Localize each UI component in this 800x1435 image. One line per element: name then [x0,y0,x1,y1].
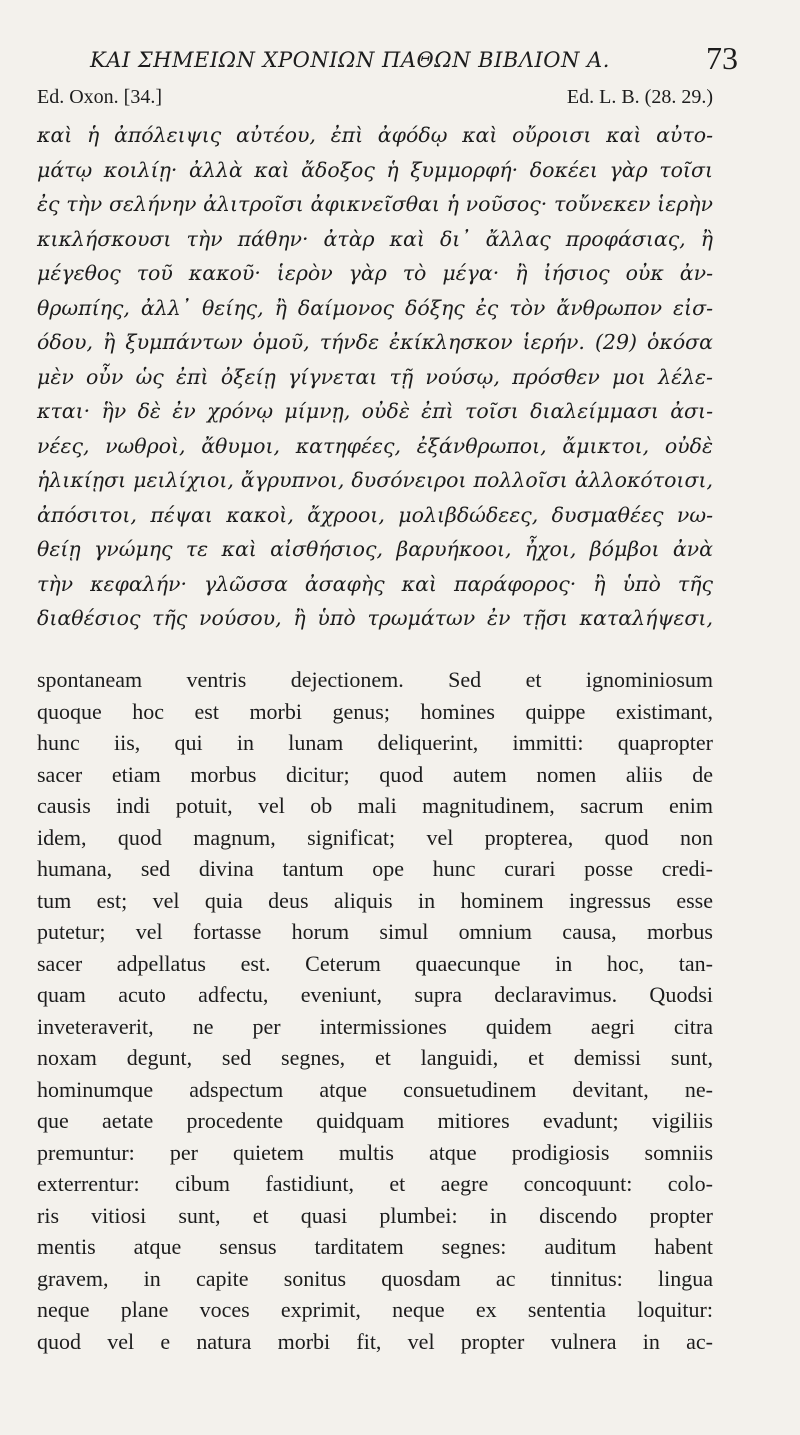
running-title: ΚΑΙ ΣΗΜΕΙΩΝ ΧΡΟΝΙΩΝ ΠΑΘΩΝ ΒΙΒΛΙΟΝ Α. [90,48,610,72]
greek-line: διαθέσιος τῆς νούσου, ἢ ὑπὸ τρωμάτων ἐν τῇσι καταλήψεσι, [37,606,713,630]
greek-line: ἡλικίῃσι μειλίχιοι, ἄγρυπνοι, δυσόνειροι πολλοῖσι ἀλλοκότοισι, [37,468,713,492]
greek-line: θρωπίης, ἀλλ᾽ θείης, ἢ δαίμονος δόξης ἐς τὸν ἄνθρωπον εἰσ- [37,295,713,320]
greek-line: νέες, νωθροὶ, ἄθυμοι, κατηφέες, ἐξάνθρωποι, ἄμικτοι, οὐδὲ [37,433,713,458]
running-header [60,38,738,86]
latin-line: quod vel e natura morbi fit, vel propter vulnera in ac- [37,1328,713,1354]
greek-line: μέγεθος τοῦ κακοῦ· ἱερὸν γὰρ τὸ μέγα· ἢ ἰήσιος οὐκ ἀν- [37,261,713,285]
latin-line: inveteraverit, ne per intermissiones quidem aegri citra [37,1013,713,1039]
latin-line: putetur; vel fortasse horum simul omnium causa, morbus [37,919,713,944]
latin-translation-block [37,664,713,1357]
latin-line: hunc iis, qui in lunam deliquerint, immitti: quapropter [37,730,713,755]
latin-line: causis indi potuit, vel ob mali magnitudinem, sacrum enim [37,793,713,818]
latin-line: quoque hoc est morbi genus; homines quippe existimant, [37,698,713,724]
latin-line: hominumque adspectum atque consuetudinem devitant, ne- [37,1076,713,1102]
edition-leiden: Ed. L. B. (28. 29.) [566,86,713,108]
latin-line: neque plane voces exprimit, neque ex sententia loquitur: [37,1297,713,1322]
latin-line: spontaneam ventris dejectionem. Sed et ignominiosum [37,667,713,692]
greek-line: ἀπόσιτοι, πέψαι κακοὶ, ἄχροοι, μολιβδώδεες, δυσμαθέες νω- [37,502,713,527]
latin-line: exterrentur: cibum fastidiunt, et aegre concoquunt: colo- [37,1171,713,1196]
edition-oxford: Ed. Oxon. [34.] [37,86,162,108]
greek-text-block [37,118,713,636]
greek-line: όδου, ἢ ξυμπάντων ὁμοῦ, τήνδε ἐκίκλησκον ἱερήν. (29) ὁκόσα [37,330,713,354]
latin-line: gravem, in capite sonitus quosdam ac tinnitus: lingua [37,1265,713,1291]
greek-line: κικλήσκουσι τὴν πάθην· ἀτὰρ καὶ δι᾽ ἄλλας προφάσιας, ἢ [37,226,713,251]
latin-line: idem, quod magnum, significat; vel propterea, quod non [37,824,713,850]
greek-line: τὴν κεφαλήν· γλῶσσα ἀσαφὴς καὶ παράφορος· ἢ ὑπὸ τῆς [37,571,713,596]
greek-line: μὲν οὖν ὡς ἐπὶ ὀξείῃ γίγνεται τῇ νούσῳ, πρόσθεν μοι λέλε- [37,364,713,389]
latin-line: quam acuto adfectu, eveniunt, supra declaravimus. Quodsi [37,982,713,1007]
latin-line: que aetate procedente quidquam mitiores evadunt; vigiliis [37,1108,713,1133]
latin-line: humana, sed divina tantum ope hunc curari posse credi- [37,856,713,881]
latin-line: mentis atque sensus tarditatem segnes: auditum habent [37,1234,713,1259]
latin-line: sacer etiam morbus dicitur; quod autem nomen aliis de [37,761,713,787]
greek-line: κται· ἣν δὲ ἐν χρόνῳ μίμνῃ, οὐδὲ ἐπὶ τοῖσι διαλείμμασι ἀσι- [37,399,713,423]
latin-line: sacer adpellatus est. Ceterum quaecunque in hoc, tan- [37,950,713,976]
latin-line: ris vitiosi sunt, et quasi plumbei: in discendo propter [37,1202,713,1228]
greek-line: μάτῳ κοιλίῃ· ἀλλὰ καὶ ἄδοξος ἡ ξυμμορφή· δοκέει γὰρ τοῖσι [37,157,713,182]
edition-references [37,86,713,116]
page-number: 73 [706,40,738,76]
greek-line: ἐς τὴν σελήνην ἀλιτροῖσι ἀφικνεῖσθαι ἡ νοῦσος· τοὔνεκεν ἱερὴν [37,192,713,216]
latin-line: noxam degunt, sed segnes, et languidi, et demissi sunt, [37,1045,713,1070]
latin-line: tum est; vel quia deus aliquis in hominem ingressus esse [37,887,713,913]
greek-line: θείῃ γνώμης τε καὶ αἰσθήσιος, βαρυήκοοι, ἦχοι, βόμβοι ἀνὰ [37,537,713,561]
latin-line: premuntur: per quietem multis atque prodigiosis somniis [37,1139,713,1165]
greek-line: καὶ ἡ ἀπόλειψις αὐτέου, ἐπὶ ἀφόδῳ καὶ οὔροισι καὶ αὐτο- [37,123,713,147]
